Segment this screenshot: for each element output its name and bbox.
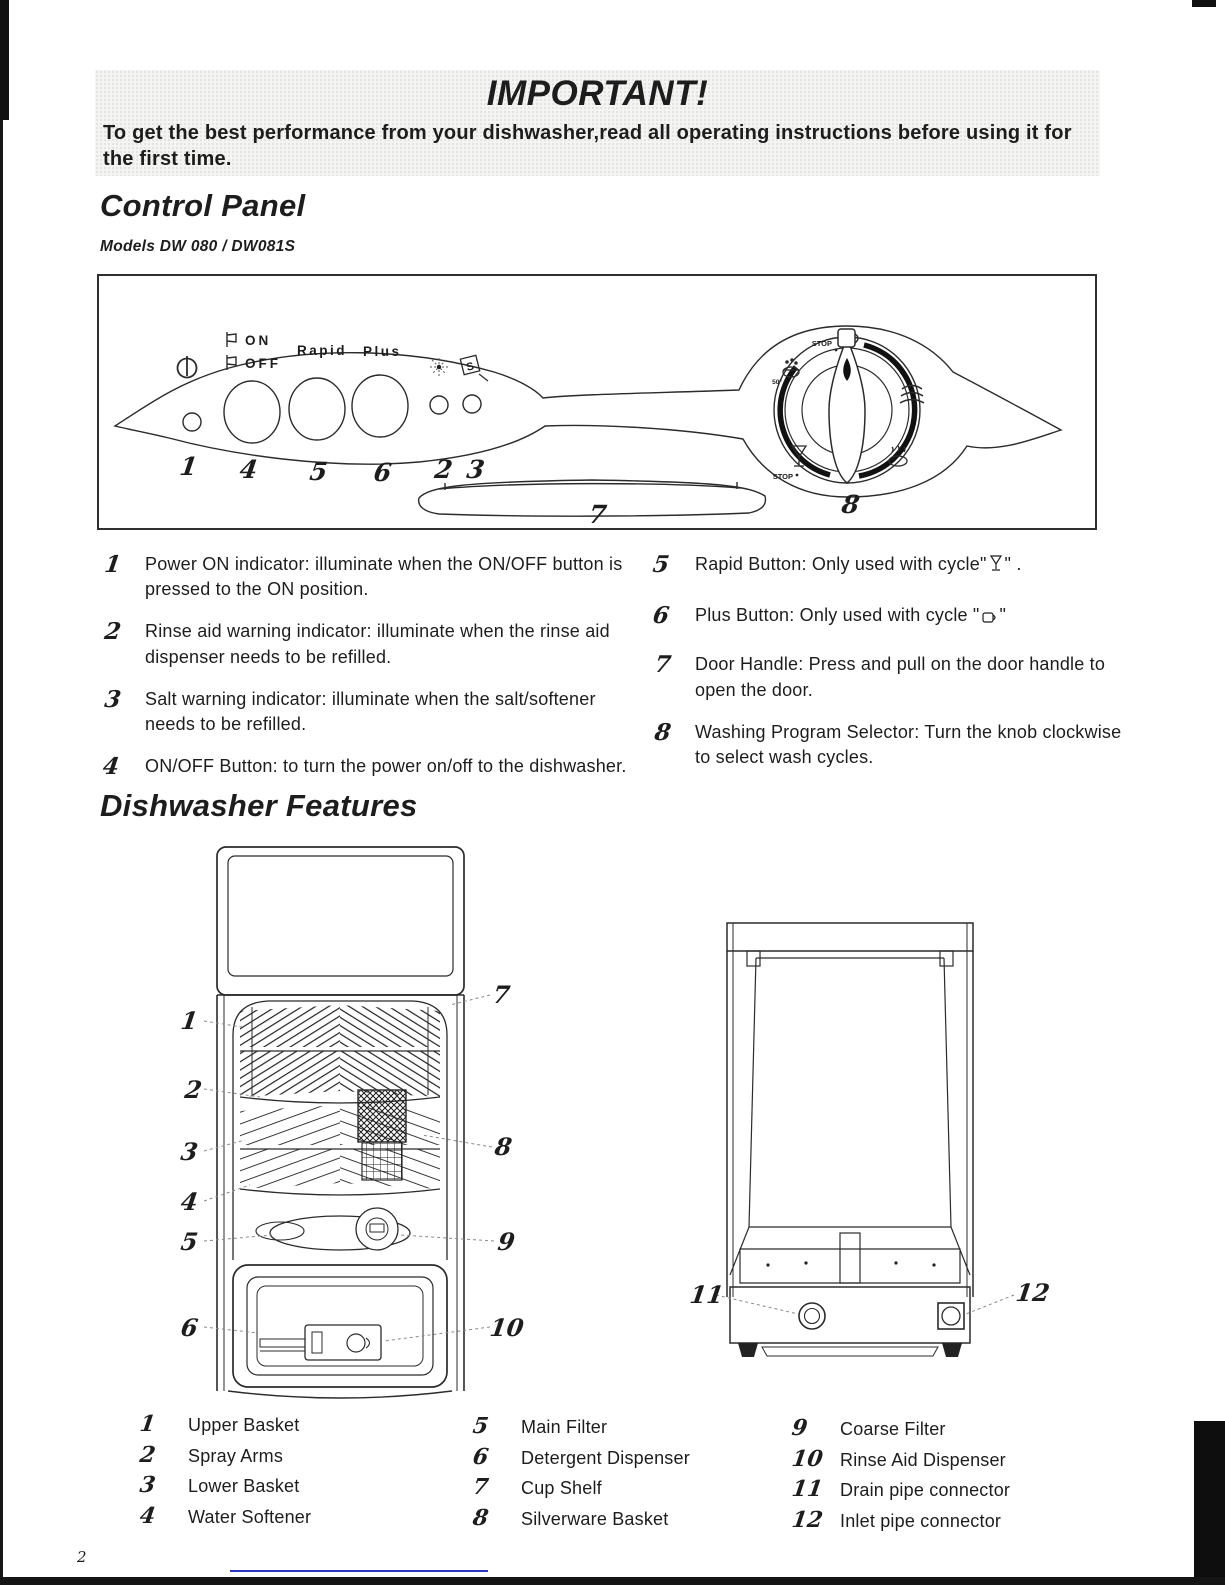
plus-button — [352, 375, 408, 437]
front-view-drawing — [204, 847, 494, 1398]
features-heading: Dishwasher Features — [100, 788, 418, 823]
callout-3: 3 — [464, 455, 487, 484]
important-title: IMPORTANT! — [486, 74, 709, 113]
item-text: Door Handle: Press and pull on the door handle to open the door. — [695, 654, 1106, 700]
legend-label: Detergent Dispenser — [521, 1447, 690, 1468]
salt-indicator — [463, 395, 481, 413]
list-item — [653, 603, 1128, 628]
item-text — [695, 603, 1006, 628]
important-notice — [95, 70, 1100, 176]
power-on-indicator — [183, 413, 201, 431]
program-selector — [774, 337, 920, 483]
footer-link-line — [230, 1570, 488, 1572]
important-body: To get the best performance from your dishwasher,read all operating instructions before using it for the first time. — [103, 122, 1072, 171]
callout-6: 6 — [371, 458, 394, 487]
s-box-slash — [479, 374, 488, 381]
rear-view-drawing — [716, 923, 1014, 1357]
legend-item — [471, 1443, 690, 1477]
item-text-after: " — [999, 605, 1007, 626]
legend-column-3 — [792, 1417, 1010, 1539]
legend-label: Cup Shelf — [521, 1478, 602, 1498]
legend-number: 1 — [138, 1411, 158, 1437]
legend-label: Inlet pipe connector — [840, 1510, 1002, 1531]
list-item — [103, 687, 628, 737]
legend-number: 2 — [138, 1441, 158, 1468]
legend-number: 11 — [790, 1476, 825, 1502]
rapid-button — [289, 378, 345, 440]
control-panel-heading: Control Panel — [100, 188, 306, 223]
models-line: Models DW 080 / DW081S — [100, 238, 296, 255]
on-off-button — [224, 381, 280, 443]
legend-item — [792, 1417, 1010, 1448]
legend-number: 7 — [471, 1474, 491, 1500]
legend-label: Main Filter — [521, 1417, 608, 1437]
dial-stop-bottom-label: STOP — [772, 472, 793, 481]
item-number: 1 — [102, 551, 123, 578]
on-label: ON — [245, 333, 272, 348]
item-number: 3 — [102, 685, 123, 713]
feature-callout-2: 2 — [183, 1075, 204, 1104]
controls-list-left — [103, 552, 628, 796]
callout-4: 4 — [237, 455, 260, 484]
scan-edge-mark — [0, 0, 9, 120]
item-number: 8 — [652, 718, 673, 746]
legend-label: Rinse Aid Dispenser — [840, 1449, 1006, 1470]
callout-7: 7 — [586, 500, 609, 529]
sparkle-dot — [437, 365, 441, 369]
legend-label: Drain pipe connector — [840, 1480, 1011, 1500]
callout-5: 5 — [307, 457, 330, 486]
item-text-before: Rapid Button: Only used with cycle" — [695, 554, 987, 574]
legend-number: 4 — [138, 1502, 158, 1529]
legend-number: 5 — [471, 1413, 491, 1439]
item-text-after: " . — [1004, 554, 1022, 574]
list-item — [103, 619, 628, 669]
cup-icon — [982, 611, 998, 624]
feature-callout-5: 5 — [179, 1227, 200, 1256]
legend-number: 3 — [138, 1472, 158, 1498]
legend-column-1 — [140, 1413, 311, 1535]
svg-text:S: S — [465, 360, 476, 374]
callout-1: 1 — [177, 452, 200, 481]
legend-label: Water Softener — [188, 1506, 312, 1527]
legend-item — [140, 1474, 311, 1505]
feature-callout-8: 8 — [493, 1132, 514, 1161]
legend-label: Spray Arms — [188, 1445, 284, 1466]
feature-callout-3: 3 — [179, 1137, 200, 1166]
item-text: Power ON indicator: illuminate when the ON/OFF button is pressed to the ON position. — [145, 554, 623, 600]
features-drawing — [100, 835, 1120, 1410]
list-item — [103, 552, 628, 602]
feature-callout-10: 10 — [488, 1313, 526, 1342]
control-panel-drawing — [99, 276, 1095, 528]
legend-number: 9 — [790, 1415, 810, 1441]
feature-callout-4: 4 — [179, 1187, 200, 1216]
item-text: Washing Program Selector: Turn the knob clockwise to select wash cycles. — [695, 721, 1122, 767]
list-item — [653, 720, 1128, 770]
legend-label: Lower Basket — [188, 1476, 300, 1496]
item-text: ON/OFF Button: to turn the power on/off to the dishwasher. — [145, 756, 627, 777]
list-item — [653, 652, 1128, 702]
off-label: OFF — [245, 356, 281, 371]
page-number: 2 — [77, 1548, 87, 1566]
item-text: Rinse aid warning indicator: illuminate when the rinse aid dispenser needs to be refilled. — [145, 621, 610, 667]
feature-callout-12: 12 — [1014, 1278, 1052, 1307]
item-number: 4 — [101, 753, 121, 781]
legend-number: 12 — [790, 1506, 825, 1533]
wine-glass-icon — [989, 555, 1003, 573]
item-number: 7 — [652, 651, 673, 679]
legend-item — [792, 1478, 1010, 1509]
cup-icon — [838, 329, 858, 347]
scan-edge-line — [0, 0, 3, 1585]
dial-stop-top-label: STOP — [811, 339, 832, 348]
callout-2: 2 — [432, 455, 455, 484]
feature-callout-9: 9 — [496, 1227, 517, 1256]
rinse-aid-indicator — [430, 396, 448, 414]
control-panel-figure — [97, 274, 1097, 530]
legend-item — [471, 1504, 690, 1538]
legend-label: Upper Basket — [188, 1415, 300, 1435]
dial-temp-label: 50° — [772, 379, 782, 386]
feature-callout-7: 7 — [491, 980, 512, 1009]
legend-item — [473, 1476, 690, 1507]
scan-bottom-bar — [0, 1577, 1225, 1585]
legend-label: Silverware Basket — [521, 1508, 669, 1529]
dial-dot-bottom — [796, 474, 799, 477]
item-text: Salt warning indicator: illuminate when the salt/softener needs to be refilled. — [145, 688, 596, 734]
legend-label: Coarse Filter — [840, 1419, 946, 1439]
feature-callout-11: 11 — [688, 1280, 726, 1309]
legend-item — [138, 1441, 311, 1475]
feature-callout-1: 1 — [179, 1006, 200, 1035]
item-number: 5 — [651, 551, 671, 578]
item-number: 2 — [102, 618, 123, 646]
legend-number: 6 — [471, 1443, 491, 1470]
scan-corner-mark — [1192, 0, 1216, 7]
feature-callout-6: 6 — [179, 1313, 200, 1342]
callout-8: 8 — [839, 490, 862, 519]
legend-item — [473, 1415, 690, 1446]
on-flag-icon — [227, 332, 236, 347]
item-number: 6 — [651, 602, 671, 630]
controls-list-right — [653, 552, 1128, 787]
scan-right-bar — [1194, 1421, 1225, 1585]
legend-column-2 — [473, 1415, 690, 1537]
rapid-label: Rapid — [297, 343, 348, 358]
legend-item — [790, 1445, 1010, 1479]
legend-item — [138, 1502, 312, 1536]
dial-dot-top — [835, 349, 838, 352]
features-figure — [100, 835, 1120, 1410]
power-icon — [178, 356, 197, 378]
plus-label: Plus — [363, 344, 402, 359]
legend-number: 10 — [790, 1445, 825, 1472]
list-item — [653, 552, 1128, 577]
legend-item — [140, 1413, 311, 1444]
legend-item — [790, 1506, 1010, 1540]
item-text-before: Plus Button: Only used with cycle " — [695, 605, 980, 626]
list-item — [103, 754, 628, 779]
item-text — [695, 552, 1022, 577]
legend-number: 8 — [471, 1504, 491, 1531]
